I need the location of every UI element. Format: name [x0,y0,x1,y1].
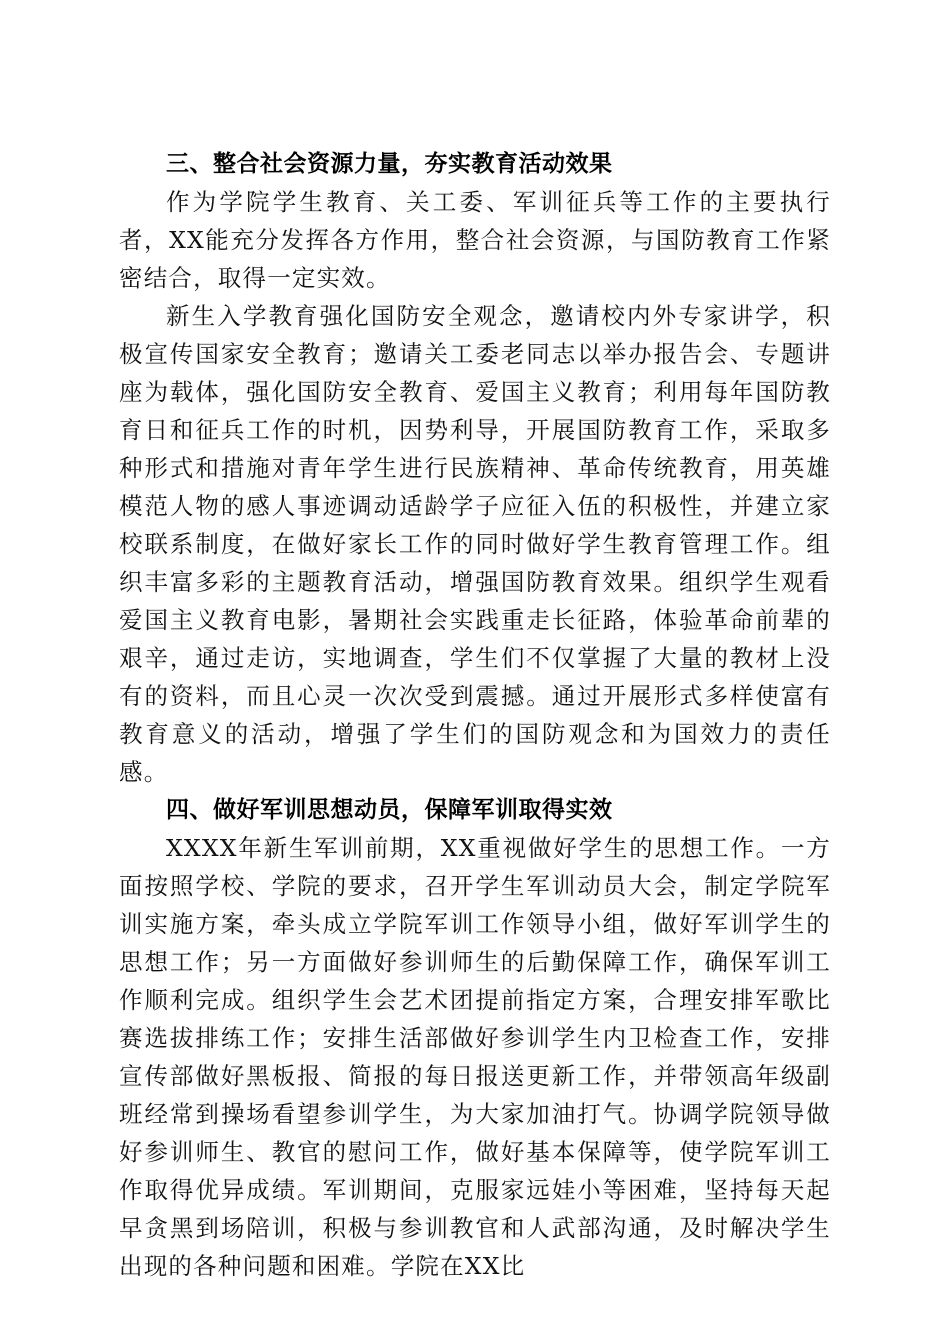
paragraph: XXXX年新生军训前期，XX重视做好学生的思想工作。一方面按照学校、学院的要求，召开学生军训动员大会，制定学院军训实施方案，牵头成立学院军训工作领导小组，做好军训学生的思想工作；另一方面做好参训师生的后勤保障工作，确保军训工作顺利完成。组织学生会艺术团提前指定方案，合理安排军歌比赛选拔排练工作；安排生活部做好参训学生内卫检查工作，安排宣传部做好黑板报、简报的每日报送更新工作，并带领高年级副班经常到操场看望参训学生，为大家加油打气。协调学院领导做好参训师生、教官的慰问工作，做好基本保障等，使学院军训工作取得优异成绩。军训期间，克服家远娃小等困难，坚持每天起早贪黑到场陪训，积极与参训教官和人武部沟通，及时解决学生出现的各种问题和困难。学院在XX比 [119,834,831,1280]
document-body [119,145,831,1285]
section-heading-4: 四、做好军训思想动员，保障军训取得实效 [166,797,613,823]
paragraph: 作为学院学生教育、关工委、军训征兵等工作的主要执行者，XX能充分发挥各方作用，整合社会资源，与国防教育工作紧密结合，取得一定实效。 [119,188,831,292]
paragraph: 新生入学教育强化国防安全观念，邀请校内外专家讲学，积极宣传国家安全教育；邀请关工委老同志以举办报告会、专题讲座为载体，强化国防安全教育、爱国主义教育；利用每年国防教育日和征兵工作的时机，因势利导，开展国防教育工作，采取多种形式和措施对青年学生进行民族精神、革命传统教育，用英雄模范人物的感人事迹调动适龄学子应征入伍的积极性，并建立家校联系制度，在做好家长工作的同时做好学生教育管理工作。组织丰富多彩的主题教育活动，增强国防教育效果。组织学生观看爱国主义教育电影，暑期社会实践重走长征路，体验革命前辈的艰辛，通过走访，实地调查，学生们不仅掌握了大量的教材上没有的资料，而且心灵一次次受到震撼。通过开展形式多样使富有教育意义的活动，增强了学生们的国防观念和为国效力的责任感。 [119,302,831,786]
section-heading-3: 三、整合社会资源力量，夯实教育活动效果 [166,151,613,177]
